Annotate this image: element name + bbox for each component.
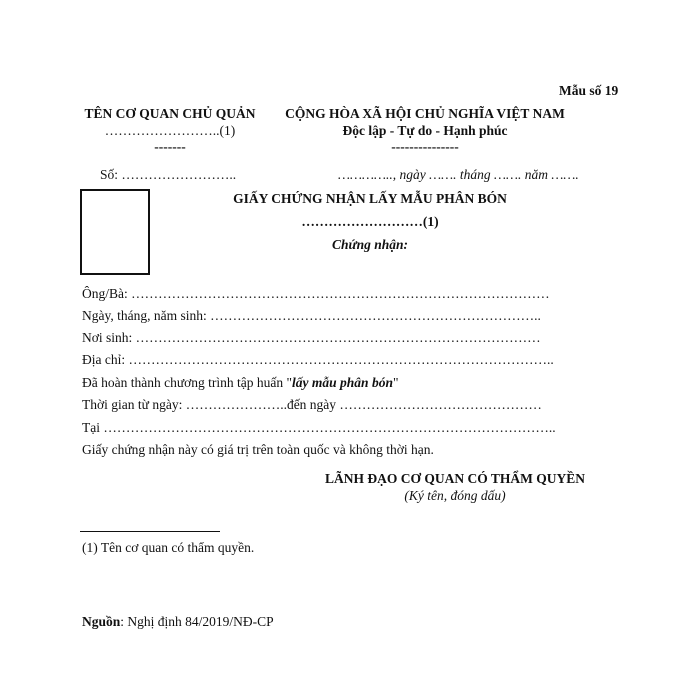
- source-line: [82, 614, 274, 630]
- field-address: Địa chỉ: …………………………………………………………………………………..: [82, 352, 554, 367]
- republic-heading: CỘNG HÒA XÃ HỘI CHỦ NGHĨA VIỆT NAM: [285, 106, 565, 121]
- motto-separator: ---------------: [391, 139, 459, 154]
- footnote-divider: [80, 531, 220, 532]
- validity-statement: Giấy chứng nhận này có giá trị trên toàn quốc và không thời hạn.: [82, 442, 434, 457]
- training-course-name: lấy mẫu phân bón: [292, 375, 393, 390]
- signature-note: (Ký tên, đóng dấu): [404, 488, 506, 503]
- field-date-of-birth: Ngày, tháng, năm sinh: ………………………………………………………………..: [82, 308, 541, 323]
- agency-name: TÊN CƠ QUAN CHỦ QUẢN: [84, 106, 256, 121]
- source-text: : Nghị định 84/2019/NĐ-CP: [120, 614, 274, 629]
- training-suffix: ": [392, 375, 399, 390]
- agency-separator: -------: [154, 139, 186, 154]
- source-label: Nguồn: [82, 614, 121, 629]
- field-training-place: Tại ………………………………………………………………………………………..: [82, 420, 556, 435]
- place-date-line: ………….., ngày ……. tháng ……. năm …….: [338, 167, 579, 182]
- title-subline: ………………………(1): [301, 214, 439, 229]
- field-birthplace: Nơi sinh: ………………………………………………………………………………: [82, 330, 541, 345]
- form-number: Mẫu số 19: [559, 83, 619, 98]
- footnote: (1) Tên cơ quan có thẩm quyền.: [82, 540, 255, 555]
- national-motto: Độc lập - Tự do - Hạnh phúc: [342, 123, 508, 138]
- signature-title: LÃNH ĐẠO CƠ QUAN CÓ THẨM QUYỀN: [324, 471, 585, 486]
- agency-line: ……………………..(1): [104, 123, 236, 138]
- certify-heading: Chứng nhận:: [331, 237, 408, 252]
- field-training-completed: [82, 375, 398, 391]
- document-title: GIẤY CHỨNG NHẬN LẤY MẪU PHÂN BÓN: [233, 191, 507, 206]
- field-name: Ông/Bà: …………………………………………………………………………………: [82, 286, 550, 301]
- field-training-period: Thời gian từ ngày: …………………..đến ngày ………………………………………: [82, 397, 542, 412]
- document-number: Số: ……………………..: [100, 167, 237, 182]
- training-prefix: Đã hoàn thành chương trình tập huấn ": [82, 375, 293, 390]
- photo-placeholder: [80, 189, 150, 275]
